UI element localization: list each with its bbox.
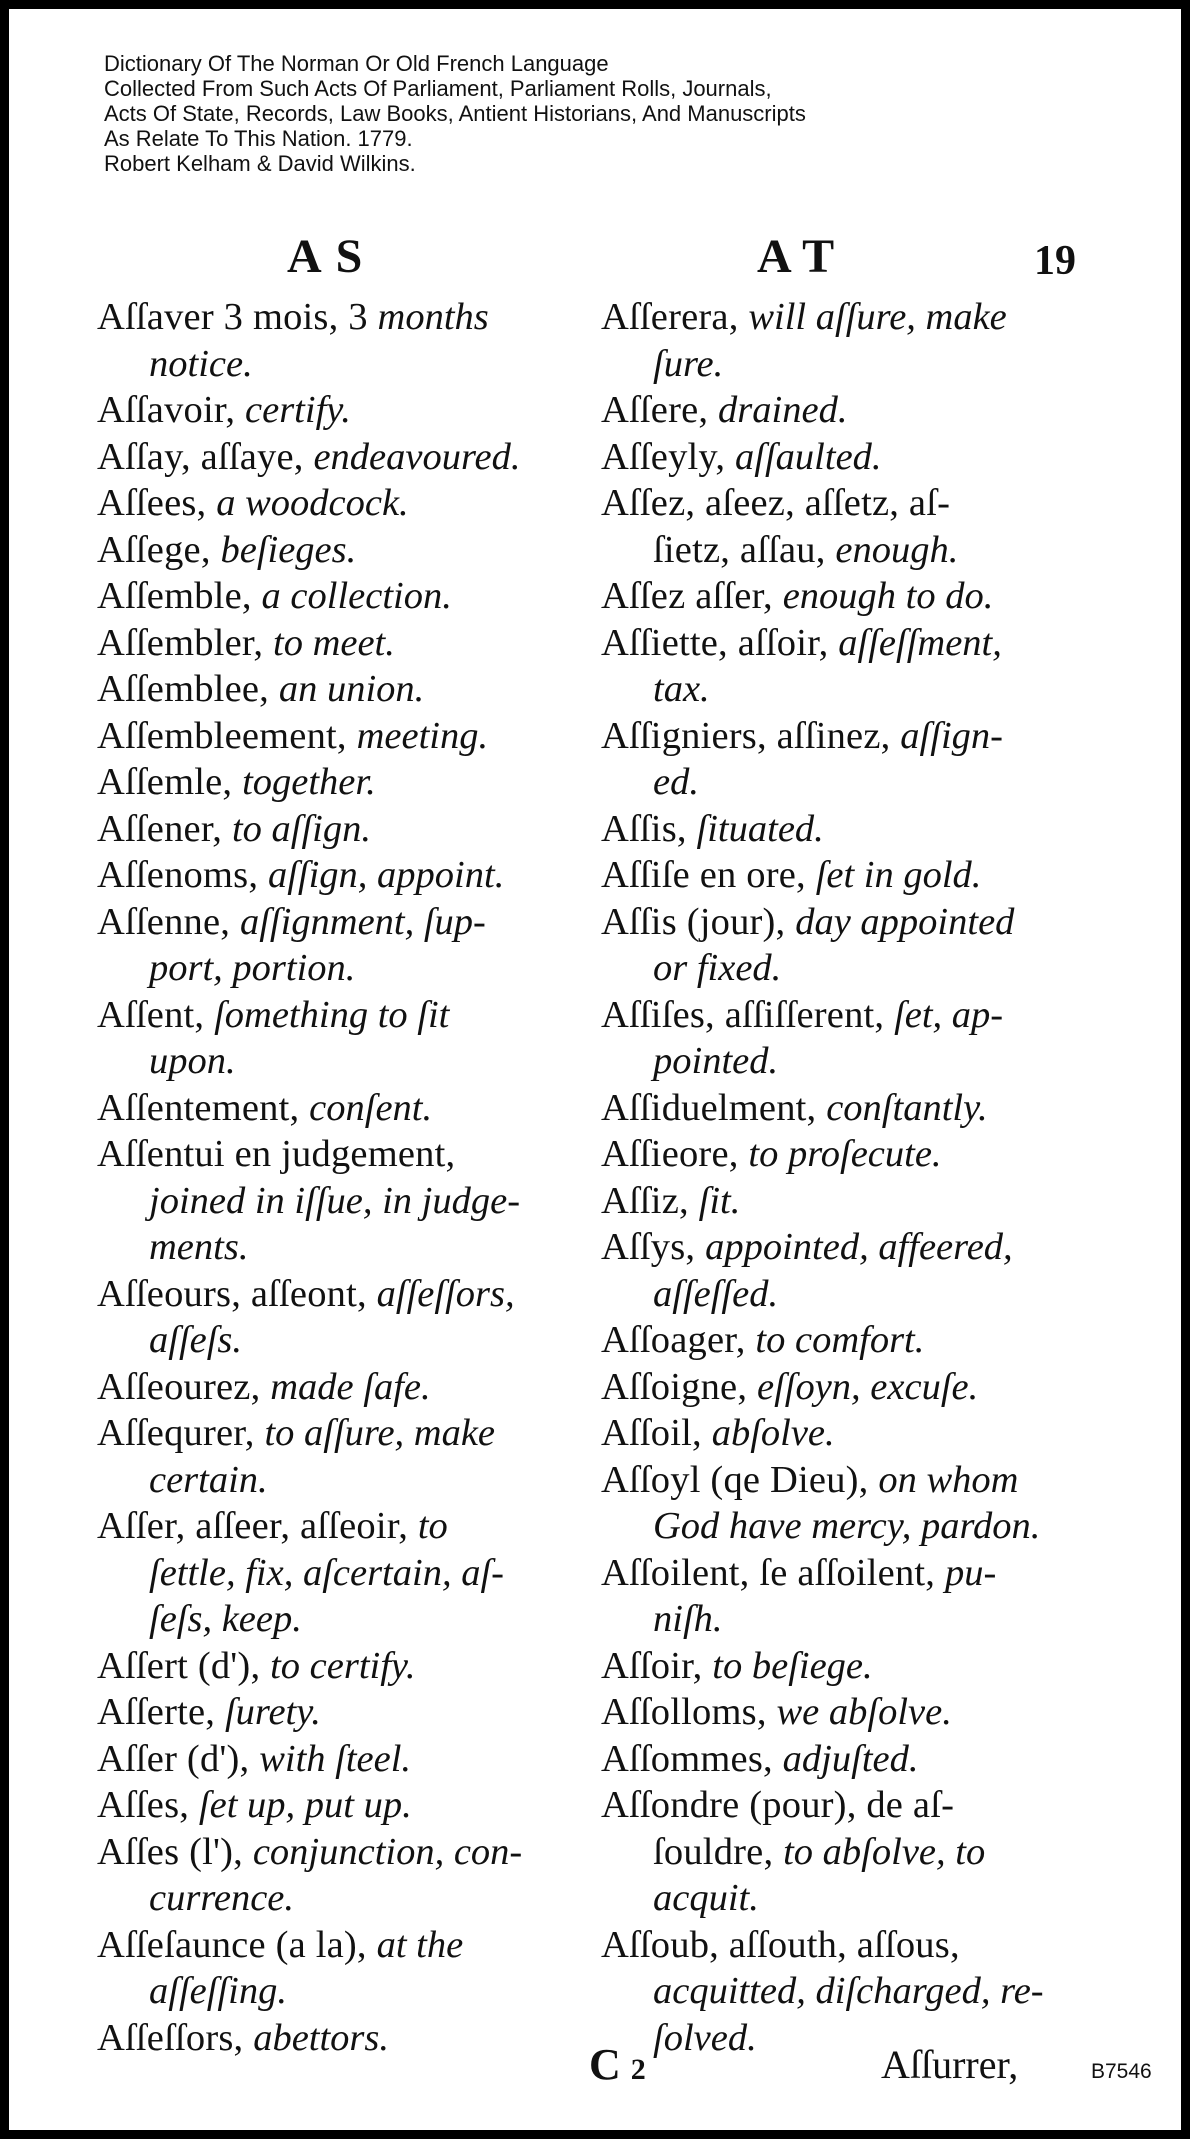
definition: will aſſure, make <box>748 296 1007 338</box>
definition: day appointed <box>795 900 1015 943</box>
headword: Aſſener, <box>97 807 232 850</box>
dictionary-line <box>97 1178 567 1225</box>
dictionary-line <box>97 759 567 806</box>
definition: ſet in gold. <box>815 854 982 896</box>
header-title-line: Dictionary Of The Norman Or Old French Language <box>104 51 609 76</box>
dictionary-line <box>97 1503 567 1550</box>
dictionary-line <box>601 341 1081 388</box>
headword: Aſſiduelment, <box>601 1086 827 1129</box>
headword: Aſſys, <box>601 1226 706 1268</box>
dictionary-line <box>97 1875 567 1922</box>
dictionary-line <box>601 527 1081 574</box>
dictionary-line <box>97 1224 567 1271</box>
dictionary-line <box>601 713 1081 760</box>
headword: Aſſieore, <box>601 1133 749 1175</box>
dictionary-line <box>601 434 1081 481</box>
definition: ſeſs, keep. <box>149 1598 302 1640</box>
definition: with ſteel. <box>259 1737 412 1780</box>
dictionary-line <box>97 1038 567 1085</box>
dictionary-line <box>97 1457 567 1504</box>
dictionary-line <box>601 1596 1081 1643</box>
headword: Aſſoir, <box>601 1644 713 1687</box>
signature-number: 2 <box>630 2053 646 2086</box>
headword: Aſſaver 3 mois, 3 <box>97 296 378 338</box>
definition: aſſign- <box>900 714 1003 757</box>
headword: Aſſommes, <box>601 1737 783 1780</box>
dictionary-line <box>97 1596 567 1643</box>
definition: aſſeſſors, <box>376 1272 515 1315</box>
definition: beſieges. <box>220 528 357 571</box>
dictionary-line <box>97 1364 567 1411</box>
headword: Aſſiz, <box>601 1179 699 1222</box>
definition: a woodcock. <box>216 482 409 524</box>
dictionary-line <box>97 294 567 341</box>
headword: Aſſoyl (qe Dieu), <box>601 1458 879 1501</box>
dictionary-line <box>601 1689 1081 1736</box>
definition: port, portion. <box>149 947 356 989</box>
header-title-line: Collected From Such Acts Of Parliament, Parliament Rolls, Journals, <box>104 76 772 101</box>
dictionary-line <box>601 573 1081 620</box>
headword: Aſſembleement, <box>97 714 357 757</box>
definition: aſſeſs. <box>149 1319 243 1361</box>
definition: ments. <box>149 1226 249 1268</box>
dictionary-line <box>601 806 1081 853</box>
dictionary-line <box>97 1829 567 1876</box>
definition: made ſafe. <box>270 1365 431 1408</box>
headword: Aſſemle, <box>97 761 243 803</box>
definition: an union. <box>278 668 425 710</box>
dictionary-line <box>601 1271 1081 1318</box>
definition: ed. <box>653 761 699 803</box>
definition: conjunction, con- <box>252 1830 523 1873</box>
dictionary-line <box>601 1410 1081 1457</box>
page-number: 19 <box>1034 238 1076 284</box>
dictionary-line <box>97 992 567 1039</box>
dictionary-line <box>601 1736 1081 1783</box>
headword: Aſſenoms, <box>97 854 268 896</box>
dictionary-line <box>97 1782 567 1829</box>
running-head-right: AT <box>757 230 849 283</box>
definition: to <box>417 1505 448 1547</box>
dictionary-line <box>601 1643 1081 1690</box>
definition: to aſſign. <box>231 807 371 850</box>
headword: Aſſert (d'), <box>97 1644 271 1687</box>
dictionary-line <box>601 1782 1081 1829</box>
header-title-line: Acts Of State, Records, Law Books, Antient Historians, And Manuscripts <box>104 101 806 126</box>
headword: Aſſentement, <box>97 1086 310 1129</box>
definition: niſh. <box>653 1598 723 1640</box>
headword: Aſſeſaunce (a la), <box>97 1923 377 1966</box>
definition: aſſeſſed. <box>653 1272 779 1315</box>
definition: tax. <box>653 668 710 710</box>
dictionary-line <box>601 945 1081 992</box>
definition: conſtantly. <box>826 1086 988 1129</box>
definition: aſſaulted. <box>735 435 882 478</box>
definition: adjuſted. <box>782 1737 919 1780</box>
definition: God have mercy, pardon. <box>653 1505 1041 1547</box>
headword: Aſſemble, <box>97 575 262 617</box>
scanned-page <box>9 9 1181 2130</box>
definition: meeting. <box>356 714 489 757</box>
headword: Aſſez, aſeez, aſſetz, aſ- <box>601 482 951 524</box>
definition: abettors. <box>253 2016 390 2059</box>
headword: Aſſoil, <box>601 1412 712 1454</box>
dictionary-line <box>97 713 567 760</box>
definition: abſolve. <box>711 1412 835 1454</box>
dictionary-line <box>97 899 567 946</box>
dictionary-line <box>97 1317 567 1364</box>
catalog-header <box>104 51 806 176</box>
dictionary-line <box>601 1178 1081 1225</box>
definition: appointed, affeered, <box>705 1226 1013 1268</box>
definition: pointed. <box>653 1040 779 1082</box>
dictionary-line <box>601 899 1081 946</box>
dictionary-line <box>601 1224 1081 1271</box>
definition: on whom <box>878 1458 1019 1501</box>
headword: Aſſoager, <box>601 1319 756 1361</box>
definition: at the <box>376 1923 464 1966</box>
dictionary-line <box>97 620 567 667</box>
definition: aſſignment, ſup- <box>239 900 486 943</box>
definition: ſettle, fix, aſcertain, aſ- <box>149 1551 504 1594</box>
dictionary-line <box>97 434 567 481</box>
catchword: Aſſurrer, <box>881 2042 1019 2087</box>
definition: aſſeſſment, <box>838 621 1002 664</box>
definition: to beſiege. <box>712 1644 873 1687</box>
dictionary-line <box>601 387 1081 434</box>
headword: Aſſer (d'), <box>97 1737 260 1780</box>
dictionary-line <box>601 1457 1081 1504</box>
definition: certify. <box>245 389 351 431</box>
right-column-entries <box>601 294 1081 2061</box>
dictionary-line <box>97 2015 567 2062</box>
definition: endeavoured. <box>313 435 521 478</box>
dictionary-line <box>601 1829 1081 1876</box>
headword: Aſſiſe en ore, <box>601 854 816 896</box>
left-column-entries <box>97 294 567 2061</box>
definition: acquitted, diſcharged, re- <box>653 1970 1044 2012</box>
definition: eſſoyn, excuſe. <box>756 1365 979 1408</box>
headword: Aſſenne, <box>97 900 240 943</box>
dictionary-line <box>601 1922 1081 1969</box>
headword: Aſſiette, aſſoir, <box>601 621 839 664</box>
definition: ſure. <box>653 342 724 385</box>
dictionary-line <box>97 1643 567 1690</box>
definition: enough to do. <box>782 575 994 617</box>
definition: we abſolve. <box>776 1691 952 1733</box>
headword: Aſſoub, aſſouth, aſſous, <box>601 1923 960 1966</box>
headword: Aſſiſes, aſſiſſerent, <box>601 993 895 1036</box>
headword: Aſſez aſſer, <box>601 575 783 617</box>
headword: Aſſigniers, aſſinez, <box>601 714 901 757</box>
definition: months <box>377 296 489 338</box>
headword: Aſſer, aſſeer, aſſeoir, <box>97 1505 418 1547</box>
dictionary-line <box>97 806 567 853</box>
definition: to aſſure, make <box>264 1412 496 1454</box>
header-date-line: As Relate To This Nation. 1779. <box>104 126 413 151</box>
headword: ſietz, aſſau, <box>653 528 836 571</box>
headword: Aſſavoir, <box>97 389 246 431</box>
dictionary-line <box>601 1038 1081 1085</box>
definition: ſomething to ſit <box>214 993 450 1036</box>
dictionary-line <box>97 852 567 899</box>
definition: ſurety. <box>224 1691 321 1733</box>
definition: to comfort. <box>755 1319 925 1361</box>
headword: Aſſoigne, <box>601 1365 757 1408</box>
definition: ſet, ap- <box>894 993 1004 1036</box>
definition: joined in iſſue, in judge- <box>149 1179 521 1222</box>
headword: Aſſent, <box>97 993 215 1036</box>
definition: drained. <box>718 389 848 431</box>
headword: Aſſembler, <box>97 621 273 664</box>
headword: Aſſes, <box>97 1784 199 1826</box>
headword: ſouldre, <box>653 1830 784 1873</box>
definition: ſolved. <box>653 2016 757 2059</box>
definition: acquit. <box>653 1877 759 1919</box>
definition: to meet. <box>273 621 395 664</box>
dictionary-line <box>97 387 567 434</box>
definition: certain. <box>149 1458 268 1501</box>
definition: upon. <box>149 1040 236 1082</box>
dictionary-line <box>601 1550 1081 1597</box>
dictionary-line <box>97 527 567 574</box>
dictionary-line <box>97 1968 567 2015</box>
dictionary-line <box>97 573 567 620</box>
dictionary-line <box>601 852 1081 899</box>
definition: together. <box>242 761 376 803</box>
dictionary-line <box>97 1085 567 1132</box>
headword: Aſſis, <box>601 807 697 850</box>
dictionary-line <box>601 1875 1081 1922</box>
headword: Aſſeyly, <box>601 435 736 478</box>
header-authors-line: Robert Kelham & David Wilkins. <box>104 151 416 176</box>
headword: Aſſolloms, <box>601 1691 777 1733</box>
dictionary-line <box>601 480 1081 527</box>
definition: or fixed. <box>653 947 782 989</box>
dictionary-line <box>601 620 1081 667</box>
headword: Aſſees, <box>97 482 217 524</box>
headword: Aſſeours, aſſeont, <box>97 1272 377 1315</box>
definition: currence. <box>149 1877 295 1919</box>
headword: Aſſoilent, ſe aſſoilent, <box>601 1551 945 1594</box>
dictionary-line <box>97 341 567 388</box>
definition: to abſolve, to <box>783 1830 986 1873</box>
definition: enough. <box>835 528 959 571</box>
dictionary-line <box>601 1085 1081 1132</box>
reference-code: B7546 <box>1091 2060 1152 2083</box>
definition: conſent. <box>309 1086 433 1129</box>
headword: Aſſis (jour), <box>601 900 796 943</box>
dictionary-line <box>97 1550 567 1597</box>
headword: Aſſemblee, <box>97 668 279 710</box>
dictionary-line <box>97 480 567 527</box>
signature-letter: C <box>589 2040 621 2089</box>
dictionary-line <box>601 1968 1081 2015</box>
definition: to proſecute. <box>748 1133 942 1175</box>
dictionary-line <box>97 1689 567 1736</box>
definition: aſſeſſing. <box>149 1970 287 2012</box>
dictionary-line <box>97 1271 567 1318</box>
headword: Aſſay, aſſaye, <box>97 435 314 478</box>
dictionary-line <box>601 1131 1081 1178</box>
dictionary-line <box>601 1364 1081 1411</box>
headword: Aſſes (l'), <box>97 1830 253 1873</box>
dictionary-line <box>601 666 1081 713</box>
definition: ſituated. <box>696 807 824 850</box>
dictionary-line <box>601 1317 1081 1364</box>
definition: ſit. <box>698 1179 741 1222</box>
dictionary-line <box>97 1922 567 1969</box>
definition: notice. <box>149 342 253 385</box>
running-head-left: AS <box>287 230 377 283</box>
definition: ſet up, put up. <box>198 1784 412 1826</box>
headword: Aſſequrer, <box>97 1412 265 1454</box>
definition: a collection. <box>261 575 452 617</box>
printer-signature <box>589 2039 646 2090</box>
headword: Aſſondre (pour), de aſ- <box>601 1784 955 1826</box>
headword: Aſſerte, <box>97 1691 225 1733</box>
headword: Aſſeourez, <box>97 1365 271 1408</box>
dictionary-line <box>97 1736 567 1783</box>
headword: Aſſege, <box>97 528 221 571</box>
dictionary-line <box>97 1410 567 1457</box>
dictionary-line <box>97 945 567 992</box>
dictionary-line <box>601 759 1081 806</box>
dictionary-line <box>601 294 1081 341</box>
dictionary-line <box>97 666 567 713</box>
definition: to certify. <box>270 1644 416 1687</box>
dictionary-line <box>601 1503 1081 1550</box>
dictionary-line <box>97 1131 567 1178</box>
dictionary-line <box>601 992 1081 1039</box>
headword: Aſſeſſors, <box>97 2016 254 2059</box>
headword: Aſſerera, <box>601 296 749 338</box>
headword: Aſſere, <box>601 389 719 431</box>
headword: Aſſentui en judgement, <box>97 1133 456 1175</box>
definition: pu- <box>944 1551 997 1594</box>
definition: aſſign, appoint. <box>267 854 505 896</box>
